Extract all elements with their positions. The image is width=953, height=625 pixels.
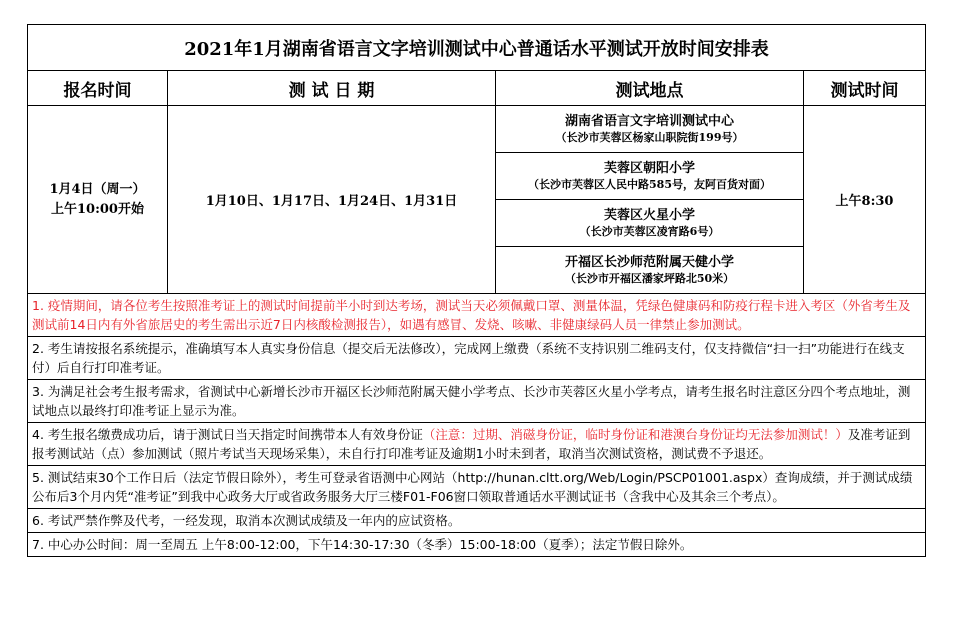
venue-address: （长沙市芙蓉区人民中路585号，友阿百货对面） (528, 177, 771, 191)
test-hour-cell: 上午8:30 (804, 106, 926, 294)
venue-3 (496, 200, 804, 247)
venue-name: 芙蓉区火星小学 (603, 207, 695, 223)
header-registration-time: 报名时间 (28, 71, 168, 106)
venue-1 (496, 106, 804, 153)
venue-name: 开福区长沙师范附属天健小学 (564, 254, 734, 270)
schedule-sheet (27, 24, 925, 557)
venue-address: （长沙市开福区潘家坪路北50米） (564, 271, 735, 285)
venue-4 (496, 247, 804, 294)
venue-name: 芙蓉区朝阳小学 (603, 160, 695, 176)
note-2: 2. 考生请按报名系统提示，准确填写本人真实身份信息（提交后无法修改），完成网上缴费（系统不支持识别二维码支付，仅支持微信“扫一扫”功能进行在线支付）后自行打印准考证。 (28, 337, 926, 380)
venue-name: 湖南省语言文字培训测试中心 (564, 113, 734, 129)
note-4-part-2: 及准考证到报考测试站（点）参加测试（照片考试当天现场采集），未自行打印准考证及逾期1小时未到者，取消当次测试资格，测试费不予退还。 (32, 427, 911, 461)
note-5: 5. 测试结束30个工作日后（法定节假日除外），考生可登录省语测中心网站（http://hunan.cltt.org/Web/Login/PSCP01001.aspx）查询成绩，并于测试成绩公布后3个月内凭“准考证”到我中心政务大厅或省政务服务大厅三楼F01-F06窗口领取普通话水平测试证书（含我中心及其余三个考点）。 (28, 466, 926, 509)
registration-date: 1月4日（周一） (49, 181, 146, 197)
registration-start: 上午10:00开始 (51, 201, 144, 217)
header-test-date: 测 试 日 期 (168, 71, 496, 106)
schedule-table (27, 24, 926, 557)
test-dates-cell: 1月10日、1月17日、1月24日、1月31日 (168, 106, 496, 294)
note-7: 7. 中心办公时间：周一至周五 上午8:00-12:00，下午14:30-17:30（冬季）15:00-18:00（夏季）；法定节假日除外。 (28, 533, 926, 557)
venue-2 (496, 153, 804, 200)
note-1: 1. 疫情期间，请各位考生按照准考证上的测试时间提前半小时到达考场，测试当天必须佩戴口罩、测量体温，凭绿色健康码和防疫行程卡进入考区（外省考生及测试前14日内有外省旅居史的考生需出示近7日内核酸检测报告），如遇有感冒、发烧、咳嗽、非健康绿码人员一律禁止参加测试。 (28, 294, 926, 337)
header-test-location: 测试地点 (496, 71, 804, 106)
page-title: 2021年1月湖南省语言文字培训测试中心普通话水平测试开放时间安排表 (28, 25, 926, 71)
note-4 (28, 423, 926, 466)
note-4-part-1: 4. 考生报名缴费成功后，请于测试日当天指定时间携带本人有效身份证 (32, 427, 423, 442)
venue-address: （长沙市芙蓉区凌宵路6号） (579, 224, 720, 238)
note-4-warning: （注意：过期、消磁身份证，临时身份证和港澳台身份证均无法参加测试！） (422, 427, 848, 442)
header-test-time: 测试时间 (804, 71, 926, 106)
venue-address: （长沙市芙蓉区杨家山职院街199号） (555, 130, 744, 144)
note-3: 3. 为满足社会考生报考需求，省测试中心新增长沙市开福区长沙师范附属天健小学考点、长沙市芙蓉区火星小学考点，请考生报名时注意区分四个考点地址，测试地点以最终打印准考证上显示为准。 (28, 380, 926, 423)
registration-time-cell (28, 106, 168, 294)
note-6: 6. 考试严禁作弊及代考，一经发现，取消本次测试成绩及一年内的应试资格。 (28, 509, 926, 533)
